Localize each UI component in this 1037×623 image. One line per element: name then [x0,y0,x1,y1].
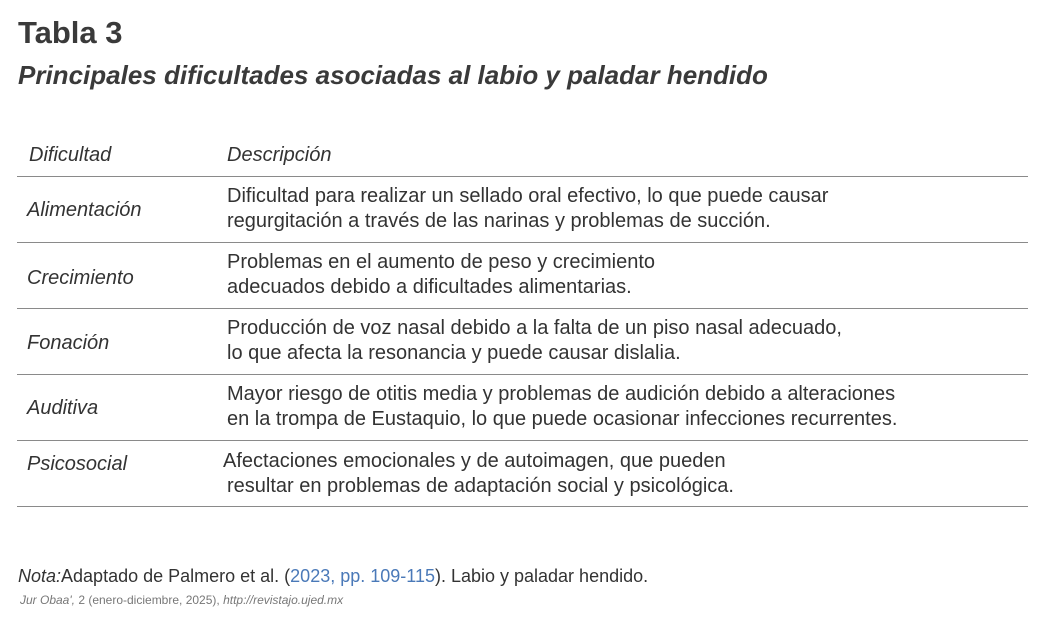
table-row [17,309,1028,375]
description-line: Producción de voz nasal debido a la falta de un piso nasal adecuado, [227,317,842,339]
description-line: Afectaciones emocionales y de autoimagen, que pueden [223,450,726,472]
header-descripcion: Descripción [227,144,332,166]
row-description [227,316,842,366]
row-description [223,449,734,499]
row-term: Fonación [27,332,110,354]
description-line: lo que afecta la resonancia y puede causar dislalia. [227,342,681,364]
table-row [17,375,1028,441]
table-header-row [17,136,1028,177]
row-description [227,250,655,300]
description-line: Dificultad para realizar un sellado oral efectivo, lo que puede causar [227,185,829,207]
header-dificultad: Dificultad [29,144,112,166]
difficulties-table [17,136,1028,507]
description-line: adecuados debido a dificultades alimentarias. [227,276,632,298]
table-title: Principales dificultades asociadas al labio y paladar hendido [18,60,768,90]
journal-volume: 2 (enero-diciembre, 2025), [74,593,224,607]
description-line: Mayor riesgo de otitis media y problemas de audición debido a alteraciones [227,383,896,405]
row-term: Psicosocial [27,453,128,475]
journal-name: Jur Obaa', [20,593,75,607]
table-row [17,441,1028,507]
table-label: Tabla 3 [18,15,123,50]
row-term: Alimentación [27,199,142,221]
row-description [227,382,897,432]
note-lead: Nota: [18,566,62,586]
citation-link[interactable]: 2023, pp. 109-115 [290,566,435,586]
description-line: resultar en problemas de adaptación social y psicológica. [227,475,734,497]
journal-footer [20,592,343,608]
note-text-before: Adaptado de Palmero et al. ( [61,566,291,586]
row-term: Crecimiento [27,267,134,289]
description-line: regurgitación a través de las narinas y problemas de succión. [227,210,771,232]
table-row [17,177,1028,243]
journal-url[interactable]: http://revistajo.ujed.mx [223,593,344,607]
table-note [18,564,648,588]
description-line: Problemas en el aumento de peso y crecimiento [227,251,656,273]
row-term: Auditiva [27,397,99,419]
table-row [17,243,1028,309]
note-text-after: ). Labio y paladar hendido. [434,566,649,586]
description-line: en la trompa de Eustaquio, lo que puede ocasionar infecciones recurrentes. [227,408,898,430]
row-description [227,184,828,234]
